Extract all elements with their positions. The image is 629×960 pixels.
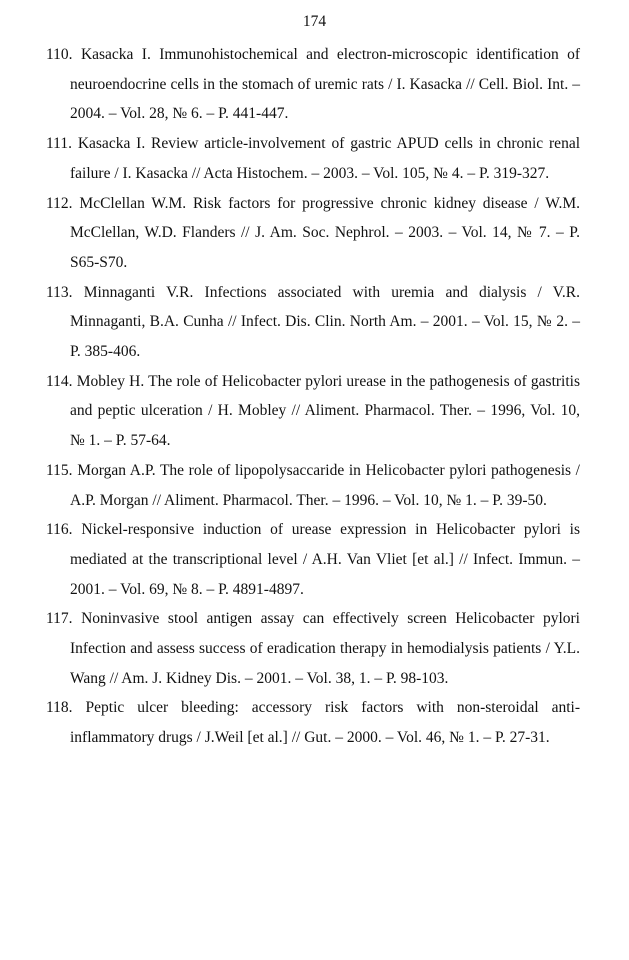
reference-number: 118. [46, 699, 73, 717]
reference-text: McClellan W.M. Risk factors for progressive chronic kidney disease / W.M. McClellan, W.D. Flanders // J. Am. Soc. Nephrol. – 2003. – Vol. 14, № 7. – P. S65-S70. [70, 194, 580, 271]
reference-number: 113. [46, 283, 73, 301]
reference-number: 110. [46, 46, 73, 63]
reference-item [46, 40, 580, 129]
reference-number: 114. [46, 372, 73, 390]
page-number: 174 [302, 13, 327, 30]
reference-text: Morgan A.P. The role of lipopolysaccaride in Helicobacter pylori pathogenesis / A.P. Morgan // Aliment. Pharmacol. Ther. – 1996. – Vol. 10, № 1. – P. 39-50. [70, 461, 580, 509]
reference-text: Peptic ulcer bleeding: accessory risk factors with non-steroidal anti- inflammatory drugs / J.Weil [et al.] // Gut. – 2000. – Vol. 46, № 1. – P. 27-31. [70, 699, 581, 747]
reference-item [46, 515, 580, 604]
reference-item [46, 367, 580, 456]
reference-text: Minnaganti V.R. Infections associated with uremia and dialysis / V.R. Minnaganti, B.A. Cunha // Infect. Dis. Clin. North Am. – 2001. – Vol. 15, № 2. – P. 385-406. [70, 283, 581, 361]
reference-item [46, 456, 580, 515]
reference-text: Mobley H. The role of Helicobacter pylori urease in the pathogenesis of gastritis and peptic ulceration / H. Mobley // Aliment. Pharmacol. Ther. – 1996, Vol. 10, № 1. – P. 57-64. [70, 372, 581, 450]
reference-item [46, 604, 580, 693]
reference-number: 112. [46, 194, 73, 212]
reference-item [46, 278, 580, 367]
reference-text: Kasacka I. Immunohistochemical and electron-microscopic identification of neuroendocrine cells in the stomach of uremic rats / I. Kasacka // Cell. Biol. Int. – 2004. – Vol. 28, № 6. – P. 441-447. [70, 46, 581, 123]
reference-item [46, 189, 580, 278]
reference-list [46, 40, 580, 753]
reference-number: 116. [46, 521, 73, 539]
reference-text: Noninvasive stool antigen assay can effectively screen Helicobacter pylori Infection and assess success of eradication therapy in hemodialysis patients / Y.L. Wang // Am. J. Kidney Dis. – 2001. – Vol. 38, 1. – P. 98-103. [70, 610, 580, 687]
reference-text: Kasacka I. Review article-involvement of gastric APUD cells in chronic renal failure / I. Kasacka // Acta Histochem. – 2003. – Vol. 105, № 4. – P. 319-327. [70, 135, 580, 182]
reference-number: 117. [46, 610, 73, 628]
reference-item [46, 693, 580, 752]
reference-number: 115. [46, 461, 73, 479]
reference-number: 111. [46, 135, 72, 153]
reference-item [46, 129, 580, 188]
reference-text: Nickel-responsive induction of urease expression in Helicobacter pylori is mediated at the transcriptional level / A.H. Van Vliet [et al.] // Infect. Immun. – 2001. – Vol. 69, № 8. – P. 4891-4897. [70, 521, 580, 598]
